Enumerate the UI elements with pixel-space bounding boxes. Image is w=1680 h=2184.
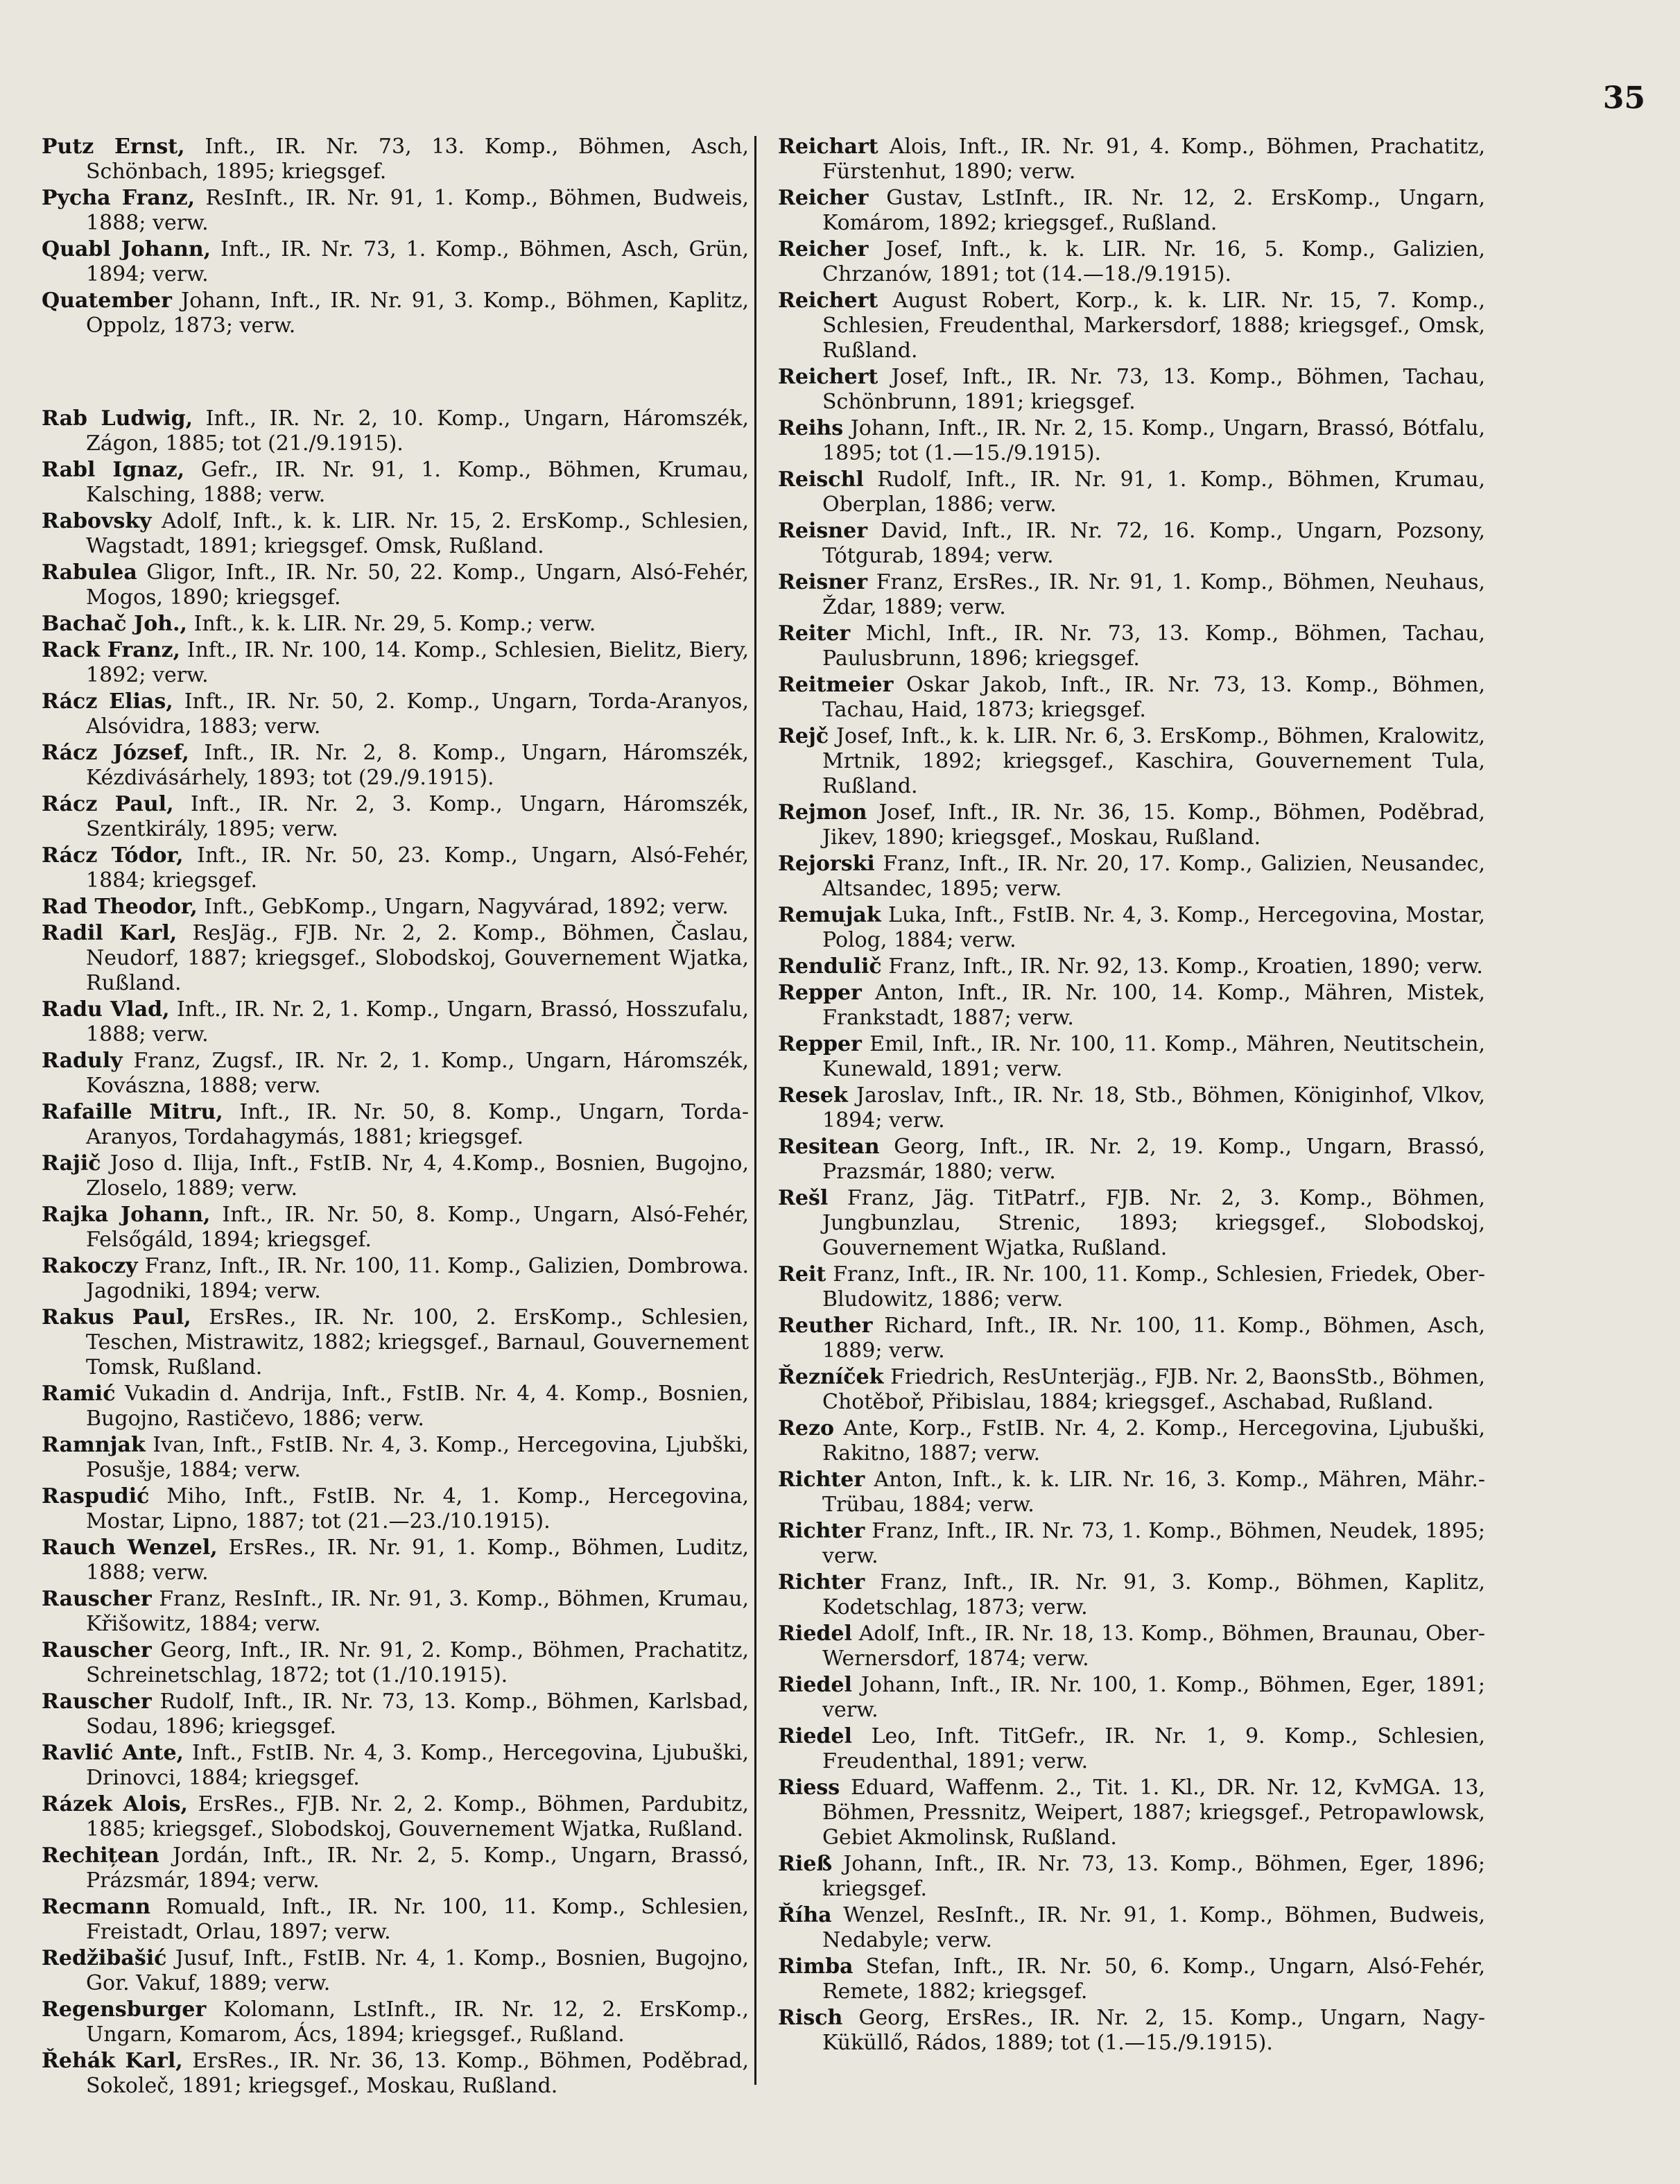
casualty-entry xyxy=(778,673,1485,723)
entry-details: ErsRes., IR. Nr. 100, 2. ErsKomp., Schlesien, Teschen, Mistrawitz, 1882; kriegsgef., Barnaul, Gouvernement Tomsk, Rußland. xyxy=(86,1305,749,1379)
casualty-entry xyxy=(42,509,749,559)
entry-details: Inft., IR. Nr. 50, 2. Komp., Ungarn, Torda-Aranyos, Alsóvidra, 1883; verw. xyxy=(86,689,749,739)
casualty-entry xyxy=(42,1587,749,1637)
casualty-entry xyxy=(42,560,749,610)
entry-name: Pycha Franz, xyxy=(42,186,196,210)
entry-name: Rauscher xyxy=(42,1689,152,1714)
entry-name: Rimba xyxy=(778,1954,854,1979)
entry-details: Josef, Inft., IR. Nr. 36, 15. Komp., Böhmen, Poděbrad, Jikev, 1890; kriegsgef., Moskau, Rußland. xyxy=(822,800,1485,850)
casualty-entry xyxy=(778,1673,1485,1723)
entry-details: Romuald, Inft., IR. Nr. 100, 11. Komp., Schlesien, Freistadt, Orlau, 1897; verw. xyxy=(86,1895,749,1944)
entry-details: Johann, Inft., IR. Nr. 73, 13. Komp., Böhmen, Eger, 1896; kriegsgef. xyxy=(822,1852,1485,1901)
entry-details: Franz, Inft., IR. Nr. 20, 17. Komp., Galizien, Neusandec, Altsandec, 1895; verw. xyxy=(822,852,1485,901)
entry-details: Franz, Inft., IR. Nr. 92, 13. Komp., Kroatien, 1890; verw. xyxy=(881,954,1483,979)
casualty-entry xyxy=(42,1638,749,1688)
casualty-entry xyxy=(778,954,1485,979)
entry-details: Ante, Korp., FstIB. Nr. 4, 2. Komp., Hercegovina, Ljubuški, Rakitno, 1887; verw. xyxy=(822,1416,1485,1465)
entry-name: Rakoczy xyxy=(42,1254,138,1278)
entry-name: Bachač Joh., xyxy=(42,612,187,636)
entry-name: Raspudić xyxy=(42,1484,150,1508)
entry-name: Recmann xyxy=(42,1895,151,1919)
entry-details: Inft., FstIB. Nr. 4, 3. Komp., Hercegovina, Ljubuški, Drinovci, 1884; kriegsgef. xyxy=(86,1741,749,1790)
casualty-entry xyxy=(778,570,1485,620)
casualty-entry xyxy=(42,741,749,791)
entry-name: Riedel xyxy=(778,1622,852,1646)
casualty-entry xyxy=(42,1305,749,1380)
entry-name: Riess xyxy=(778,1775,840,1800)
entry-details: Gligor, Inft., IR. Nr. 50, 22. Komp., Ungarn, Alsó-Fehér, Mogos, 1890; kriegsgef. xyxy=(86,560,749,610)
entry-details: ErsRes., FJB. Nr. 2, 2. Komp., Böhmen, Pardubitz, 1885; kriegsgef., Slobodskoj, Gouvernement Wjatka, Rußland. xyxy=(86,1792,749,1841)
entry-name: Reichert xyxy=(778,289,878,313)
casualty-entry xyxy=(42,1895,749,1945)
entry-name: Repper xyxy=(778,1032,862,1056)
entry-details: Josef, Inft., IR. Nr. 73, 13. Komp., Böhmen, Tachau, Schönbrunn, 1891; kriegsgef. xyxy=(822,365,1485,414)
casualty-entry xyxy=(778,1032,1485,1082)
entry-details: Georg, Inft., IR. Nr. 2, 19. Komp., Ungarn, Brassó, Prazsmár, 1880; verw. xyxy=(822,1135,1485,1184)
entry-name: Rechițean xyxy=(42,1843,159,1868)
entry-details: Vukadin d. Andrija, Inft., FstIB. Nr. 4, 4. Komp., Bosnien, Bugojno, Rastičevo, 1886; verw. xyxy=(86,1382,749,1431)
entry-name: Reit xyxy=(778,1262,826,1287)
entry-name: Rezo xyxy=(778,1416,835,1441)
entry-details: Miho, Inft., FstIB. Nr. 4, 1. Komp., Hercegovina, Mostar, Lipno, 1887; tot (21.—23./10.1915). xyxy=(86,1484,749,1533)
entry-details: Josef, Inft., k. k. LIR. Nr. 16, 5. Komp., Galizien, Chrzanów, 1891; tot (14.—18./9.1915). xyxy=(822,237,1485,286)
entry-details: ResInft., IR. Nr. 91, 1. Komp., Böhmen, Budweis, 1888; verw. xyxy=(86,186,749,235)
entry-name: Rácz Paul, xyxy=(42,792,174,816)
entry-details: Joso d. Ilija, Inft., FstIB. Nr, 4, 4.Komp., Bosnien, Bugojno, Zloselo, 1889; verw. xyxy=(86,1151,749,1201)
entry-name: Resitean xyxy=(778,1135,880,1159)
casualty-entry xyxy=(42,997,749,1047)
casualty-entry xyxy=(778,2006,1485,2056)
entry-name: Rabl Ignaz, xyxy=(42,458,185,482)
entry-name: Rejč xyxy=(778,724,829,748)
casualty-entry xyxy=(42,1536,749,1585)
entry-details: Franz, Inft., IR. Nr. 100, 11. Komp., Schlesien, Friedek, Ober-Bludowitz, 1886; verw. xyxy=(822,1262,1485,1312)
entry-name: Regensburger xyxy=(42,1997,207,2022)
entry-name: Reichert xyxy=(778,365,878,389)
casualty-entry xyxy=(778,1416,1485,1466)
entry-name: Putz Ernst, xyxy=(42,135,185,159)
entry-details: Adolf, Inft., IR. Nr. 18, 13. Komp., Böhmen, Braunau, Ober-Wernersdorf, 1874; verw. xyxy=(822,1622,1485,1671)
entry-details: Franz, ErsRes., IR. Nr. 91, 1. Komp., Böhmen, Neuhaus, Ždar, 1889; verw. xyxy=(822,570,1485,619)
entry-name: Reischl xyxy=(778,467,864,492)
entry-name: Richter xyxy=(778,1570,865,1594)
entry-details: August Robert, Korp., k. k. LIR. Nr. 15, 7. Komp., Schlesien, Freudenthal, Markersdorf, 1888; kriegsgef., Omsk, Rußland. xyxy=(822,289,1485,363)
entry-name: Radu Vlad, xyxy=(42,997,170,1022)
casualty-entry xyxy=(42,135,749,184)
casualty-entry xyxy=(778,724,1485,799)
casualty-entry xyxy=(778,1135,1485,1185)
casualty-entry xyxy=(42,1100,749,1150)
entry-name: Reichart xyxy=(778,135,878,159)
casualty-entry xyxy=(778,365,1485,415)
entry-details: Emil, Inft., IR. Nr. 100, 11. Komp., Mähren, Neutitschein, Kunewald, 1891; verw. xyxy=(822,1032,1485,1081)
casualty-entry xyxy=(42,458,749,508)
entry-name: Resek xyxy=(778,1083,848,1108)
entry-details: Inft., IR. Nr. 2, 10. Komp., Ungarn, Háromszék, Zágon, 1885; tot (21./9.1915). xyxy=(86,406,749,456)
casualty-entry xyxy=(778,1903,1485,1953)
entry-name: Rauscher xyxy=(42,1587,152,1611)
entry-name: Riedel xyxy=(778,1724,852,1748)
entry-details: Franz, Inft., IR. Nr. 100, 11. Komp., Galizien, Dombrowa. Jagodniki, 1894; verw. xyxy=(86,1254,749,1303)
entry-details: Franz, Inft., IR. Nr. 73, 1. Komp., Böhmen, Neudek, 1895; verw. xyxy=(822,1519,1485,1568)
casualty-entry xyxy=(778,1186,1485,1261)
entry-name: Říha xyxy=(778,1903,832,1927)
entry-details: Inft., IR. Nr. 73, 1. Komp., Böhmen, Asch, Grün, 1894; verw. xyxy=(86,237,749,286)
casualty-entry xyxy=(42,1997,749,2047)
casualty-entry xyxy=(42,2049,749,2099)
entry-details: Georg, ErsRes., IR. Nr. 2, 15. Komp., Ungarn, Nagy-Küküllő, Rádos, 1889; tot (1.—15./9.1915). xyxy=(822,2006,1485,2055)
page-number: 35 xyxy=(1602,80,1645,116)
casualty-entry xyxy=(778,1262,1485,1312)
entry-name: Reuther xyxy=(778,1314,873,1338)
entry-details: Johann, Inft., IR. Nr. 100, 1. Komp., Böhmen, Eger, 1891; verw. xyxy=(822,1673,1485,1722)
entry-details: Leo, Inft. TitGefr., IR. Nr. 1, 9. Komp., Schlesien, Freudenthal, 1891; verw. xyxy=(822,1724,1485,1773)
casualty-entry xyxy=(778,852,1485,902)
casualty-entry xyxy=(42,843,749,893)
casualty-entry xyxy=(42,1049,749,1099)
entry-details: Gefr., IR. Nr. 91, 1. Komp., Böhmen, Krumau, Kalsching, 1888; verw. xyxy=(86,458,749,507)
entry-details: Franz, Jäg. TitPatrf., FJB. Nr. 2, 3. Komp., Böhmen, Jungbunzlau, Strenic, 1893; kriegsgef., Slobodskoj, Gouvernement Wjatka, Rußland. xyxy=(822,1186,1485,1260)
casualty-entry xyxy=(778,1519,1485,1569)
casualty-entry xyxy=(778,1852,1485,1902)
entry-details: Jordán, Inft., IR. Nr. 2, 5. Komp., Ungarn, Brassó, Prázsmár, 1894; verw. xyxy=(86,1843,749,1893)
casualty-entry xyxy=(778,1314,1485,1364)
entry-details: Wenzel, ResInft., IR. Nr. 91, 1. Komp., Böhmen, Budweis, Nedabyle; verw. xyxy=(822,1903,1485,1952)
entry-details: Ivan, Inft., FstIB. Nr. 4, 3. Komp., Hercegovina, Ljubški, Posušje, 1884; verw. xyxy=(86,1433,749,1482)
entry-name: Quatember xyxy=(42,289,172,313)
casualty-entry xyxy=(42,1792,749,1842)
entry-details: Franz, Zugsf., IR. Nr. 2, 1. Komp., Ungarn, Háromszék, Kovászna, 1888; verw. xyxy=(86,1049,749,1098)
left-column xyxy=(42,135,749,2100)
entry-details: Eduard, Waffenm. 2., Tit. 1. Kl., DR. Nr. 12, KvMGA. 13, Böhmen, Pressnitz, Weipert, 1887; kriegsgef., Petropawlowsk, Gebiet Akmolinsk, Rußland. xyxy=(822,1775,1485,1850)
entry-details: Anton, Inft., k. k. LIR. Nr. 16, 3. Komp., Mähren, Mähr.-Trübau, 1884; verw. xyxy=(822,1468,1485,1517)
casualty-entry xyxy=(42,638,749,688)
entry-name: Rad Theodor, xyxy=(42,895,198,919)
entry-name: Reiter xyxy=(778,621,851,646)
casualty-entry xyxy=(778,621,1485,671)
casualty-entry xyxy=(778,519,1485,569)
entry-details: Inft., IR. Nr. 2, 3. Komp., Ungarn, Háromszék, Szentkirály, 1895; verw. xyxy=(86,792,749,841)
entry-details: Franz, Inft., IR. Nr. 91, 3. Komp., Böhmen, Kaplitz, Kodetschlag, 1873; verw. xyxy=(822,1570,1485,1619)
entry-name: Rack Franz, xyxy=(42,638,180,662)
entry-name: Repper xyxy=(778,981,862,1005)
entry-name: Rešl xyxy=(778,1186,829,1210)
entry-name: Rieß xyxy=(778,1852,833,1876)
entry-details: Inft., IR. Nr. 2, 1. Komp., Ungarn, Brassó, Hosszufalu, 1888; verw. xyxy=(86,997,749,1047)
entry-details: Josef, Inft., k. k. LIR. Nr. 6, 3. ErsKomp., Böhmen, Kralowitz, Mrtnik, 1892; kriegsgef., Kaschira, Gouvernement Tula, Rußland. xyxy=(822,724,1485,798)
entry-name: Riedel xyxy=(778,1673,852,1697)
entry-details: Jaroslav, Inft., IR. Nr. 18, Stb., Böhmen, Königinhof, Vlkov, 1894; verw. xyxy=(822,1083,1485,1133)
entry-name: Rabulea xyxy=(42,560,137,585)
casualty-entry xyxy=(42,1433,749,1483)
casualty-entry xyxy=(778,1083,1485,1133)
casualty-entry xyxy=(778,800,1485,850)
entry-name: Reicher xyxy=(778,186,869,210)
casualty-entry xyxy=(42,1484,749,1534)
entry-details: Franz, ResInft., IR. Nr. 91, 3. Komp., Böhmen, Krumau, Křišowitz, 1884; verw. xyxy=(86,1587,749,1636)
entry-details: Georg, Inft., IR. Nr. 91, 2. Komp., Böhmen, Prachatitz, Schreinetschlag, 1872; tot (1./10.1915). xyxy=(86,1638,749,1687)
casualty-entry xyxy=(778,1622,1485,1671)
entry-details: Adolf, Inft., k. k. LIR. Nr. 15, 2. ErsKomp., Schlesien, Wagstadt, 1891; kriegsgef. Omsk, Rußland. xyxy=(86,509,749,558)
entry-name: Řezníček xyxy=(778,1365,884,1389)
entry-name: Remujak xyxy=(778,903,881,927)
entry-name: Risch xyxy=(778,2006,843,2030)
entry-details: Inft., IR. Nr. 2, 8. Komp., Ungarn, Háromszék, Kézdivásárhely, 1893; tot (29./9.1915). xyxy=(86,741,749,790)
entry-details: Inft., IR. Nr. 50, 8. Komp., Ungarn, Torda-Aranyos, Tordahagymás, 1881; kriegsgef. xyxy=(86,1100,749,1149)
entry-name: Rakus Paul, xyxy=(42,1305,191,1330)
casualty-entry xyxy=(778,186,1485,236)
entry-details: Johann, Inft., IR. Nr. 91, 3. Komp., Böhmen, Kaplitz, Oppolz, 1873; verw. xyxy=(86,289,749,338)
casualty-entry xyxy=(42,1254,749,1304)
entry-name: Rejorski xyxy=(778,852,875,876)
entry-details: David, Inft., IR. Nr. 72, 16. Komp., Ungarn, Pozsony, Tótgurab, 1894; verw. xyxy=(822,519,1485,568)
entry-details: Friedrich, ResUnterjäg., FJB. Nr. 2, BaonsStb., Böhmen, Chotěboř, Přibislau, 1884; kriegsgef., Aschabad, Rußland. xyxy=(822,1365,1485,1414)
casualty-entry xyxy=(778,467,1485,517)
casualty-entry xyxy=(778,1775,1485,1850)
entry-details: Kolomann, LstInft., IR. Nr. 12, 2. ErsKomp., Ungarn, Komarom, Ács, 1894; kriegsgef., Rußland. xyxy=(86,1997,749,2047)
entry-name: Rauch Wenzel, xyxy=(42,1536,218,1560)
entry-name: Rajka Johann, xyxy=(42,1203,211,1227)
casualty-entry xyxy=(778,903,1485,953)
entry-name: Reitmeier xyxy=(778,673,894,697)
entry-details: Oskar Jakob, Inft., IR. Nr. 73, 13. Komp., Böhmen, Tachau, Haid, 1873; kriegsgef. xyxy=(822,673,1485,722)
casualty-entry xyxy=(42,921,749,996)
section-gap xyxy=(42,340,749,406)
casualty-entry xyxy=(778,135,1485,184)
entry-name: Richter xyxy=(778,1468,865,1492)
casualty-entry xyxy=(42,1382,749,1431)
casualty-entry xyxy=(42,612,749,637)
entry-name: Reisner xyxy=(778,570,868,594)
casualty-entry xyxy=(42,1203,749,1253)
entry-name: Radil Karl, xyxy=(42,921,177,945)
entry-details: Alois, Inft., IR. Nr. 91, 4. Komp., Böhmen, Prachatitz, Fürstenhut, 1890; verw. xyxy=(822,135,1485,184)
entry-name: Redžibašić xyxy=(42,1946,167,1970)
entry-name: Rácz József, xyxy=(42,741,189,765)
casualty-entry xyxy=(42,1741,749,1791)
entry-details: Richard, Inft., IR. Nr. 100, 11. Komp., Böhmen, Asch, 1889; verw. xyxy=(822,1314,1485,1363)
entry-details: Jusuf, Inft., FstIB. Nr. 4, 1. Komp., Bosnien, Bugojno, Gor. Vakuf, 1889; verw. xyxy=(86,1946,749,1995)
casualty-entry xyxy=(42,1946,749,1996)
casualty-entry xyxy=(42,689,749,739)
casualty-entry xyxy=(42,895,749,920)
casualty-entry xyxy=(42,792,749,842)
casualty-entry xyxy=(778,1468,1485,1517)
entry-details: Inft., IR. Nr. 50, 23. Komp., Ungarn, Alsó-Fehér, 1884; kriegsgef. xyxy=(86,843,749,893)
entry-details: ResJäg., FJB. Nr. 2, 2. Komp., Böhmen, Časlau, Neudorf, 1887; kriegsgef., Slobodskoj, Gouvernement Wjatka, Rußland. xyxy=(86,921,750,995)
entry-details: Gustav, LstInft., IR. Nr. 12, 2. ErsKomp., Ungarn, Komárom, 1892; kriegsgef., Rußland. xyxy=(822,186,1485,235)
entry-details: Rudolf, Inft., IR. Nr. 91, 1. Komp., Böhmen, Krumau, Oberplan, 1886; verw. xyxy=(822,467,1485,517)
entry-details: Inft., IR. Nr. 50, 8. Komp., Ungarn, Alsó-Fehér, Felsőgáld, 1894; kriegsgef. xyxy=(86,1203,749,1252)
entry-details: Inft., GebKomp., Ungarn, Nagyvárad, 1892; verw. xyxy=(197,895,729,919)
casualty-entry xyxy=(778,1365,1485,1415)
casualty-entry xyxy=(42,1843,749,1893)
entry-name: Rafaille Mitru, xyxy=(42,1100,223,1124)
entry-details: Inft., IR. Nr. 100, 14. Komp., Schlesien, Bielitz, Biery, 1892; verw. xyxy=(86,638,749,687)
entry-name: Rázek Alois, xyxy=(42,1792,188,1816)
entry-name: Reisner xyxy=(778,519,868,543)
entry-name: Rab Ludwig, xyxy=(42,406,193,431)
casualty-entry xyxy=(778,416,1485,466)
column-divider xyxy=(754,136,756,2085)
entry-name: Quabl Johann, xyxy=(42,237,211,261)
entry-name: Rácz Elias, xyxy=(42,689,173,714)
entry-name: Reicher xyxy=(778,237,869,261)
right-column xyxy=(778,135,1485,2057)
casualty-entry xyxy=(778,289,1485,363)
entry-details: Rudolf, Inft., IR. Nr. 73, 13. Komp., Böhmen, Karlsbad, Sodau, 1896; kriegsgef. xyxy=(86,1689,749,1739)
entry-details: Inft., IR. Nr. 73, 13. Komp., Böhmen, Asch, Schönbach, 1895; kriegsgef. xyxy=(86,135,749,184)
entry-name: Rácz Tódor, xyxy=(42,843,184,868)
entry-name: Rajič xyxy=(42,1151,101,1176)
entry-name: Reihs xyxy=(778,416,844,440)
entry-name: Řehák Karl, xyxy=(42,2049,183,2073)
casualty-entry xyxy=(42,186,749,236)
entry-name: Richter xyxy=(778,1519,865,1543)
entry-name: Rabovsky xyxy=(42,509,152,533)
entry-details: Johann, Inft., IR. Nr. 2, 15. Komp., Ungarn, Brassó, Bótfalu, 1895; tot (1.—15./9.1915). xyxy=(822,416,1485,465)
entry-details: Inft., k. k. LIR. Nr. 29, 5. Komp.; verw. xyxy=(187,612,596,636)
casualty-entry xyxy=(42,237,749,287)
casualty-entry xyxy=(42,289,749,338)
entry-name: Ramić xyxy=(42,1382,116,1406)
casualty-entry xyxy=(42,1689,749,1739)
casualty-entry xyxy=(778,981,1485,1031)
entry-name: Rejmon xyxy=(778,800,867,825)
casualty-entry xyxy=(778,1954,1485,2004)
entry-details: ErsRes., IR. Nr. 91, 1. Komp., Böhmen, Luditz, 1888; verw. xyxy=(86,1536,749,1585)
entry-name: Ramnjak xyxy=(42,1433,146,1457)
entry-details: Stefan, Inft., IR. Nr. 50, 6. Komp., Ungarn, Alsó-Fehér, Remete, 1882; kriegsgef. xyxy=(822,1954,1485,2004)
entry-details: Anton, Inft., IR. Nr. 100, 14. Komp., Mähren, Mistek, Frankstadt, 1887; verw. xyxy=(822,981,1485,1030)
casualty-entry xyxy=(42,1151,749,1201)
entry-details: ErsRes., IR. Nr. 36, 13. Komp., Böhmen, Poděbrad, Sokoleč, 1891; kriegsgef., Moskau, Rußland. xyxy=(86,2049,749,2098)
entry-name: Raduly xyxy=(42,1049,123,1073)
casualty-entry xyxy=(778,237,1485,287)
entry-details: Luka, Inft., FstIB. Nr. 4, 3. Komp., Hercegovina, Mostar, Polog, 1884; verw. xyxy=(822,903,1485,952)
casualty-entry xyxy=(778,1570,1485,1620)
casualty-entry xyxy=(778,1724,1485,1774)
casualty-entry xyxy=(42,406,749,456)
entry-name: Rendulič xyxy=(778,954,882,979)
entry-name: Ravlić Ante, xyxy=(42,1741,184,1765)
entry-details: Michl, Inft., IR. Nr. 73, 13. Komp., Böhmen, Tachau, Paulusbrunn, 1896; kriegsgef. xyxy=(822,621,1485,671)
entry-name: Rauscher xyxy=(42,1638,152,1662)
